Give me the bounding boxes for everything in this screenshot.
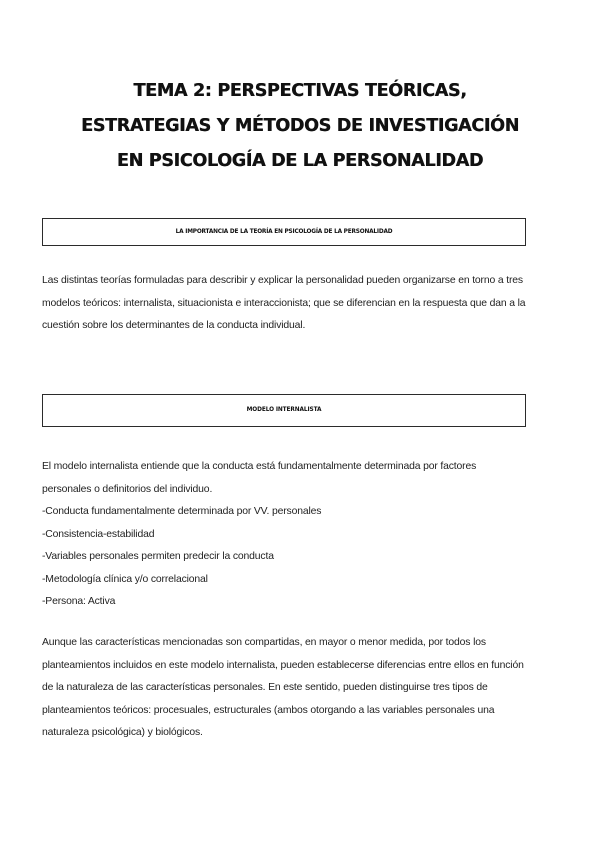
paragraph-line: de la naturaleza de las características personales. En este sentido, pueden distinguirse tres tipos de xyxy=(42,682,488,693)
paragraph-line: Las distintas teorías formuladas para describir y explicar la personalidad pueden organizarse en torno a tres xyxy=(42,275,523,286)
list-item: -Variables personales permiten predecir la conducta xyxy=(42,551,274,562)
paragraph-line: cuestión sobre los determinantes de la conducta individual. xyxy=(42,320,306,331)
paragraph-line: El modelo internalista entiende que la conducta está fundamentalmente determinada por factores xyxy=(42,461,477,472)
page-title xyxy=(40,74,560,179)
paragraph-line: naturaleza psicológica) y biológicos. xyxy=(42,727,203,738)
list-item: -Conducta fundamentalmente determinada por VV. personales xyxy=(42,506,322,517)
title-line-1: TEMA 2: PERSPECTIVAS TEÓRICAS, xyxy=(133,81,467,101)
internalista-paragraph xyxy=(42,456,560,614)
paragraph-line: modelos teóricos: internalista, situacionista e interaccionista; que se diferencian en la respuesta que dan a la xyxy=(42,297,526,309)
title-line-3: EN PSICOLOGÍA DE LA PERSONALIDAD xyxy=(116,151,484,171)
list-item: -Metodología clínica y/o correlacional xyxy=(42,573,208,585)
list-item: -Consistencia-estabilidad xyxy=(42,528,155,540)
paragraph-line: Aunque las características mencionadas son compartidas, en mayor o menor medida, por todos los xyxy=(42,637,486,648)
intro-paragraph xyxy=(42,270,560,338)
section-heading-importancia: LA IMPORTANCIA DE LA TEORÍA EN PSICOLOGÍA DE LA PERSONALIDAD xyxy=(42,218,526,246)
title-line-2: ESTRATEGIAS Y MÉTODOS DE INVESTIGACIÓN xyxy=(81,116,519,136)
section-heading-modelo-internalista: MODELO INTERNALISTA xyxy=(42,394,526,427)
paragraph-line: planteamientos teóricos: procesuales, estructurales (ambos otorgando a las variables personales una xyxy=(42,704,495,716)
internalista-detail-paragraph xyxy=(42,632,560,745)
list-item: -Persona: Activa xyxy=(42,596,116,607)
paragraph-line: planteamientos incluidos en este modelo internalista, pueden establecerse diferencias entre ellos en función xyxy=(42,659,524,671)
paragraph-line: personales o definitorios del individuo. xyxy=(42,483,213,495)
